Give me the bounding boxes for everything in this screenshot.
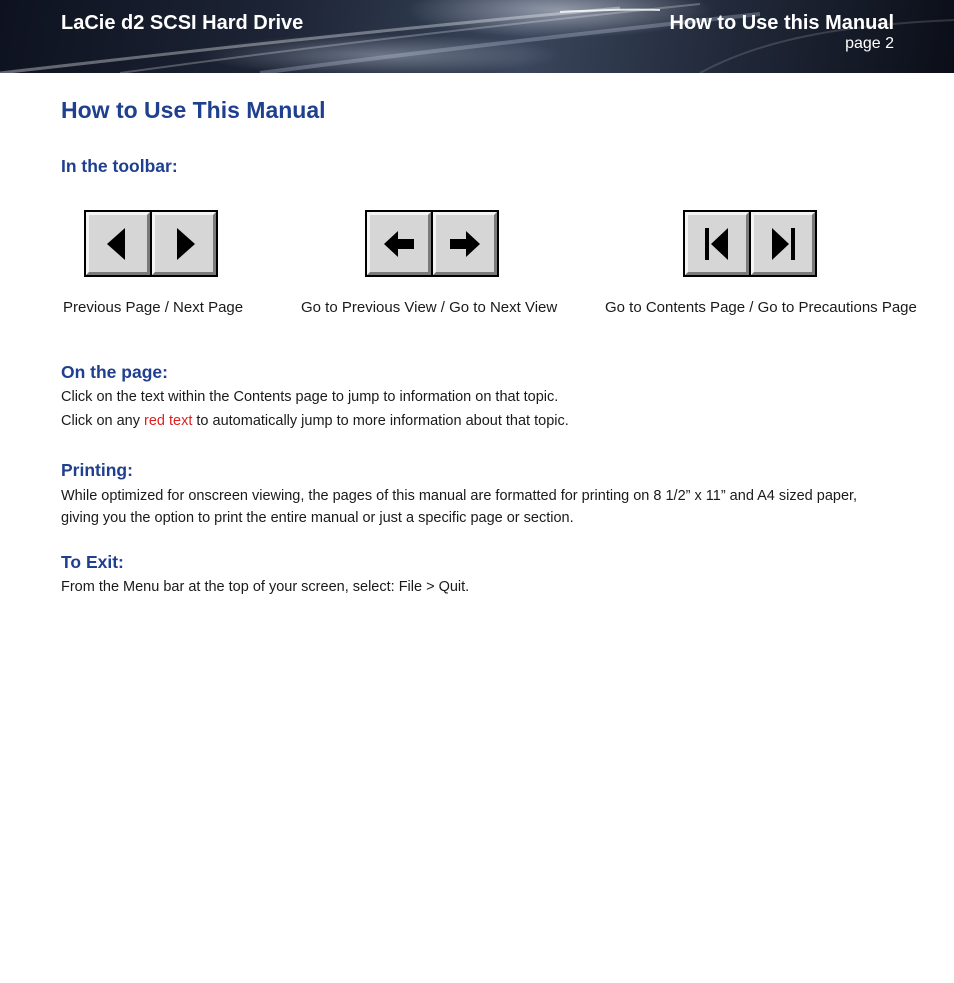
header-banner (0, 0, 954, 73)
triangle-right-icon (169, 226, 199, 262)
printing-heading: Printing: (61, 460, 133, 480)
view-nav-buttons (365, 210, 499, 277)
red-text-link[interactable]: red text (144, 413, 193, 429)
section-title: How to Use this Manual (669, 12, 894, 34)
caption-jump-nav: Go to Contents Page / Go to Precautions Page (605, 299, 917, 316)
exit-heading: To Exit: (61, 552, 124, 572)
caption-view-nav: Go to Previous View / Go to Next View (301, 299, 558, 316)
document-title: LaCie d2 SCSI Hard Drive (61, 12, 304, 34)
on-page-line-2 (61, 410, 891, 432)
on-page-heading: On the page: (61, 362, 168, 382)
arrow-left-icon (382, 229, 416, 259)
skip-last-icon (768, 226, 798, 262)
toolbar-heading: In the toolbar: (61, 156, 178, 176)
on-page-line-2-end: to automatically jump to more information about that topic. (192, 413, 569, 429)
road-light-streaks (0, 0, 954, 73)
triangle-left-icon (103, 226, 133, 262)
page-number: page 2 (845, 35, 894, 52)
contents-page-button[interactable] (685, 212, 749, 275)
on-page-text (61, 386, 891, 432)
caption-page-nav: Previous Page / Next Page (63, 299, 244, 316)
previous-page-button[interactable] (86, 212, 150, 275)
next-page-button[interactable] (152, 212, 216, 275)
page-title: How to Use This Manual (61, 97, 326, 123)
arrow-right-icon (448, 229, 482, 259)
jump-nav-buttons (683, 210, 817, 277)
next-view-button[interactable] (433, 212, 497, 275)
page-nav-buttons (84, 210, 218, 277)
exit-text: From the Menu bar at the top of your screen, select: File > Quit. (61, 579, 470, 595)
on-page-line-1: Click on the text within the Contents page to jump to information on that topic. (61, 389, 559, 405)
previous-view-button[interactable] (367, 212, 431, 275)
skip-first-icon (702, 226, 732, 262)
printing-text: While optimized for onscreen viewing, the pages of this manual are formatted for printing on 8 1/2” x 11” and A4 sized paper, giving you the option to print the entire manual or just a specific page or section. (61, 488, 858, 526)
precautions-page-button[interactable] (751, 212, 815, 275)
on-page-line-2-start: Click on any (61, 413, 145, 429)
